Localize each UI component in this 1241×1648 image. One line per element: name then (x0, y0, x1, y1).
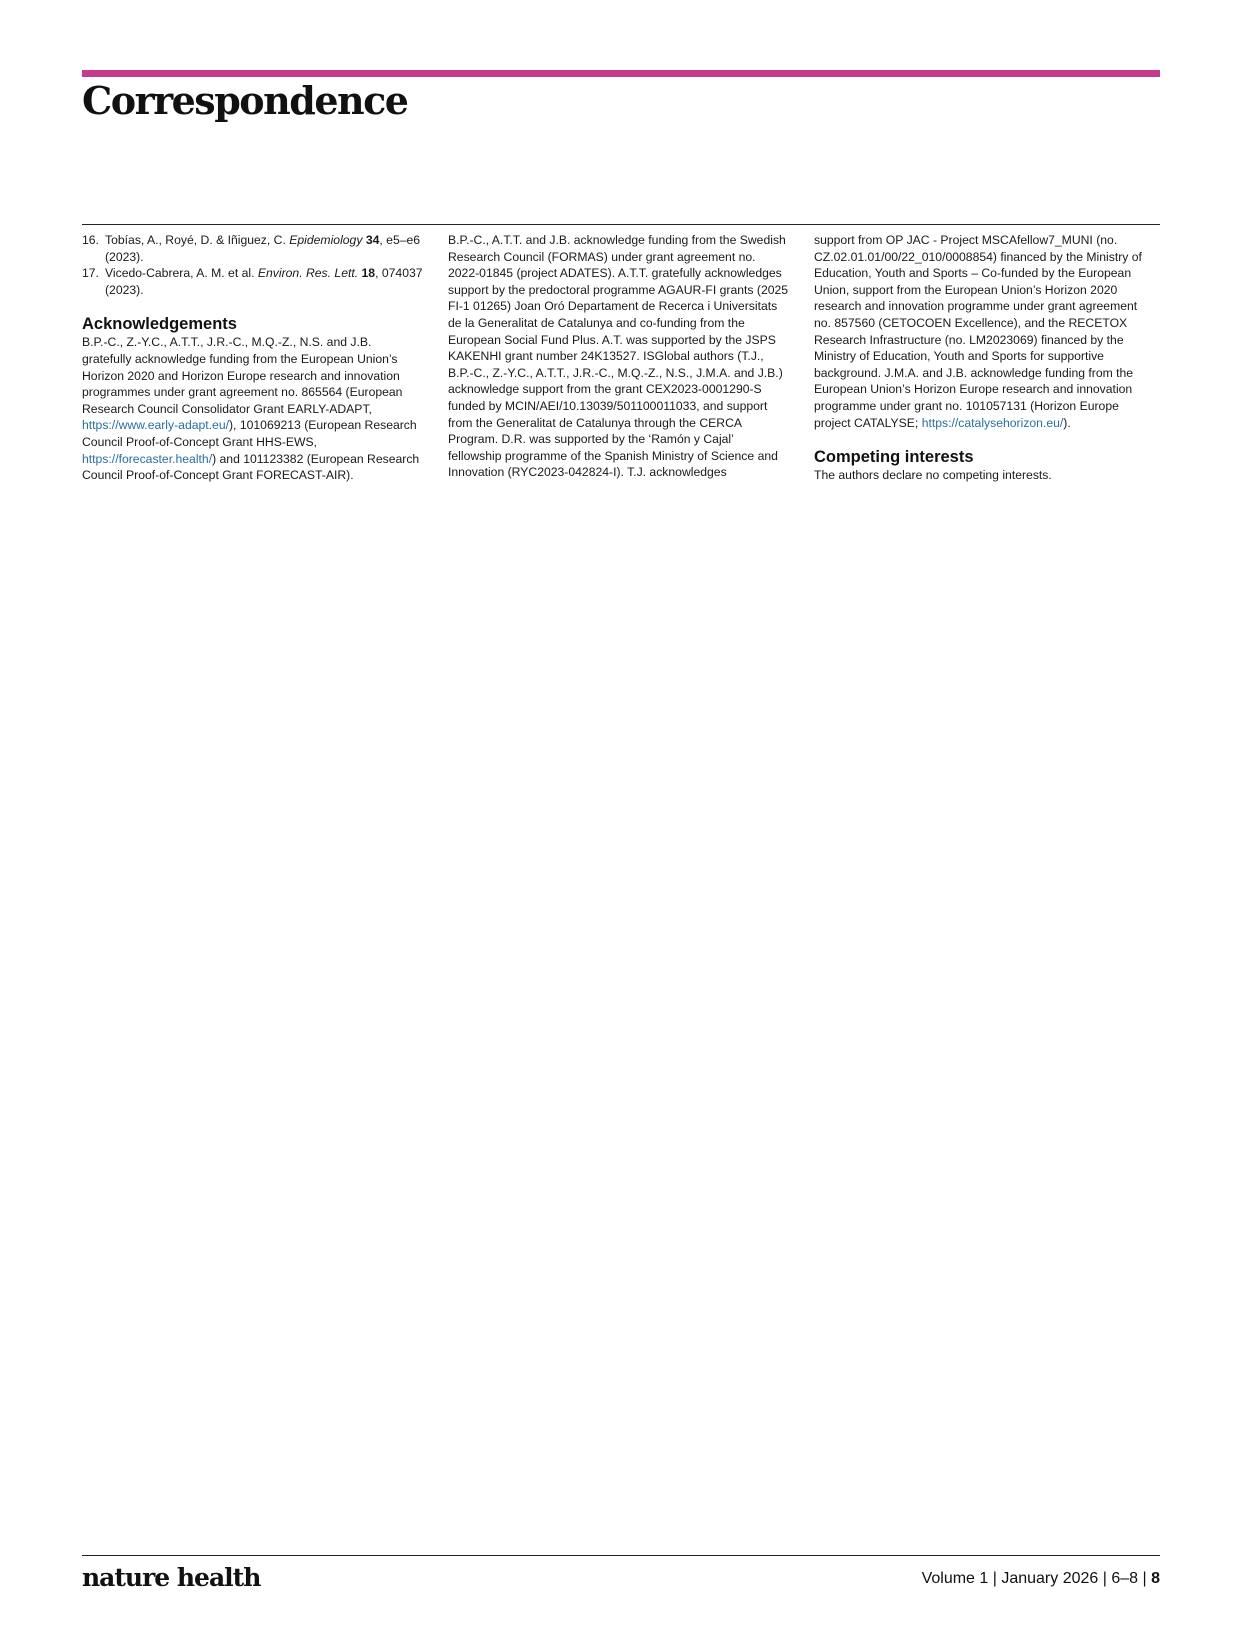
column-3 (814, 232, 1156, 484)
competing-interests-text: The authors declare no competing interests. (814, 468, 1052, 483)
ack-text-3b: ). (1063, 415, 1071, 430)
issue-citation: Volume 1 | January 2026 | 6–8 | (921, 1570, 1152, 1587)
ack-text-1b: ), 101069213 (European Research Council Proof-of-Concept Grant HHS-EWS, (82, 418, 417, 449)
reference-authors: Tobías, A., Royé, D. & Iñiguez, C. (105, 233, 290, 247)
journal-logo: nature health (82, 1563, 261, 1592)
reference-text (105, 232, 424, 265)
ack-text-1c: ) and 101123382 (European Research Council Proof-of-Concept Grant FORECAST-AIR). (82, 451, 420, 483)
column-1 (82, 232, 424, 484)
acknowledgements-heading: Acknowledgements (82, 315, 237, 334)
reference-rest: , 074037 (2023). (105, 266, 423, 297)
section-accent-bar (82, 70, 1160, 77)
column-2 (448, 232, 790, 481)
catalyse-link[interactable]: https://catalysehorizon.eu/ (921, 415, 1064, 430)
reference-number: 17. (82, 266, 99, 281)
reference-item (82, 232, 424, 265)
acknowledgements-paragraph-1 (82, 334, 424, 483)
competing-interests-heading: Competing interests (814, 448, 974, 467)
reference-journal: Environ. Res. Lett. (257, 266, 359, 281)
reference-item (82, 265, 424, 298)
issue-info (922, 1570, 1160, 1588)
reference-authors: Vicedo-Cabrera, A. M. et al. (105, 266, 258, 281)
section-title: Correspondence (82, 78, 408, 123)
reference-journal: Epidemiology (289, 233, 363, 247)
reference-text (105, 265, 424, 298)
early-adapt-link[interactable]: https://www.early-adapt.eu/ (82, 418, 229, 433)
acknowledgements-paragraph-2: B.P.-C., A.T.T. and J.B. acknowledge funding from the Swedish Research Council (FORMAS) under grant agreement no. 2022-01845 (project ADATES). A.T.T. gratefully acknowledges support by the predoctoral programme AGAUR-FI grants (2025 FI-1 01265) Joan Oró Departament de Recerca i Universitats de la Generalitat de Catalunya and co-funding from the European Social Fund Plus. A.T. was supported by the JSPS KAKENHI grant number 24K13527. ISGlobal authors (T.J., B.P.-C., Z.-Y.C., A.T.T., J.R.-C., M.Q.-Z., N.S., J.M.A. and J.B.) acknowledge support from the grant CEX2023-0001290-S funded by MCIN/AEI/10.13039/501100011033, and support from the Generalitat de Catalunya through the CERCA Program. D.R. was supported by the ‘Ramón y Cajal’ fellowship programme of the Spanish Ministry of Science and Innovation (RYC2023-042824-I). T.J. acknowledges (448, 233, 789, 480)
reference-volume: 18 (361, 266, 376, 281)
ack-text-3a: support from OP JAC - Project MSCAfellow7_MUNI (no. CZ.02.01.01/00/22_010/0008854) financed by the Ministry of Education, Youth and Sports – Co-funded by the European Union, support from the European Union’s Horizon 2020 research and innovation programme under grant agreement no. 857560 (CETOCOEN Excellence), and the RECETOX Research Infrastructure (no. LM2023069) financed by the Ministry of Education, Youth and Sports for supportive background. J.M.A. and J.B. acknowledge funding from the European Union’s Horizon Europe research and innovation programme under grant no. 101057131 (Horizon Europe project CATALYSE; (814, 233, 1142, 430)
page-number: 8 (1151, 1570, 1160, 1587)
reference-list (82, 232, 424, 298)
top-rule (82, 224, 1160, 225)
ack-text-1a: B.P.-C., Z.-Y.C., A.T.T., J.R.-C., M.Q.-Z., N.S. and J.B. gratefully acknowledge funding from the European Union’s Horizon 2020 and Horizon Europe research and innovation programmes under grant agreement no. 865564 (European Research Council Consolidator Grant EARLY-ADAPT, (82, 335, 403, 416)
bottom-rule (82, 1555, 1160, 1556)
acknowledgements-paragraph-3 (814, 232, 1156, 431)
reference-rest: , e5–e6 (2023). (105, 233, 421, 264)
reference-number: 16. (82, 233, 99, 247)
forecaster-link[interactable]: https://forecaster.health/ (82, 451, 213, 466)
reference-volume: 34 (365, 233, 380, 247)
